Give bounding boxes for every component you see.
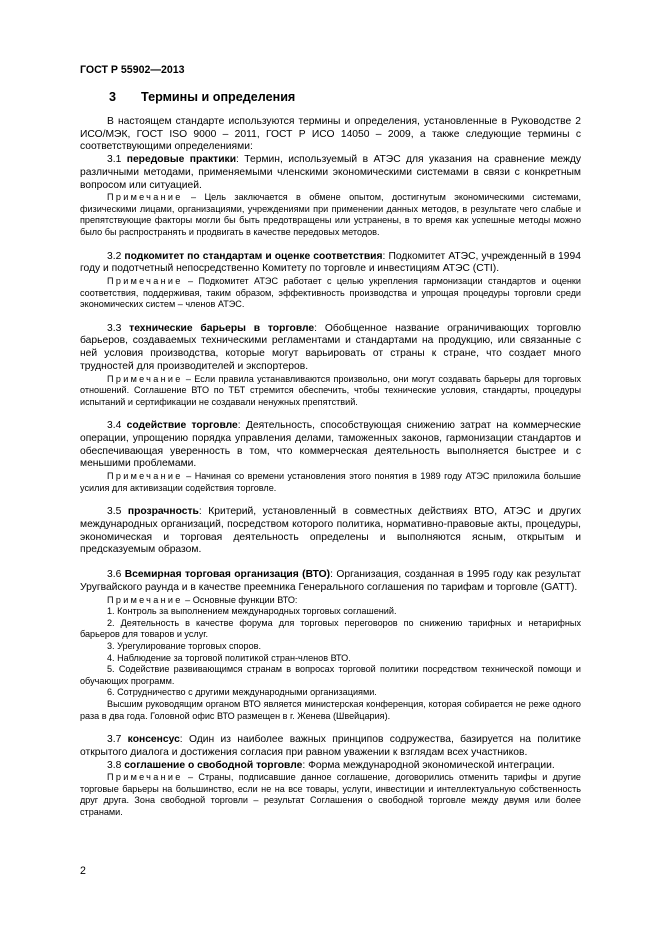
wto-function-item: 1. Контроль за выполнением международных торговых соглашений.: [107, 606, 397, 617]
term-3-7: [80, 734, 581, 759]
term-name: соглашение о свободной торговле: [124, 759, 303, 771]
term-definition: : Подкомитет АТЭС, учрежденный в 1994 году и подотчетный непосредственно Комитету по торговле и инвестициям АТЭС (CTI).: [80, 250, 581, 275]
wto-function-item: 5. Содействие развивающимся странам в вопросах торговой политики посредством технической помощи и обучающих программ.: [80, 664, 581, 686]
term-number: 3.4: [107, 420, 122, 432]
note-label: Примечание: [107, 192, 183, 203]
note-3-3: [80, 374, 581, 409]
wto-function-item: 3. Урегулирование торговых споров.: [107, 640, 262, 651]
note-label: Примечание: [107, 594, 183, 605]
term-number: 3.1: [107, 154, 122, 166]
term-definition: : Организация, созданная в 1995 году как результат Уругвайского раунда и в качестве преемника Генерального соглашения по тарифам и торговле (GATT).: [80, 569, 581, 593]
intro-paragraph: В настоящем стандарте используются термины и определения, установленные в Руководстве 2 ИСО/МЭК, ГОСТ ISO 9000 – 2011, ГОСТ Р ИСО 14050 – 2009, а также следующие термины с соответствующими определениями:: [80, 116, 581, 153]
section-heading: [109, 90, 295, 104]
term-number: 3.5: [107, 506, 122, 518]
page-number: 2: [80, 865, 86, 877]
spacer: [80, 311, 581, 323]
document-body: [80, 116, 581, 819]
note-text: – Начиная со времени установления этого понятия в 1989 году АТЭС приложила большие усилия для активизации содействия торговле.: [80, 471, 581, 493]
note-label: Примечание: [107, 471, 183, 482]
term-3-2: [80, 251, 581, 276]
term-3-1: [80, 154, 581, 192]
term-name: содействие торговле: [126, 420, 238, 432]
note-3-8: [80, 772, 581, 818]
wto-governance-note: Высшим руководящим органом ВТО является министерская конференция, которая собирается не реже одного раза в два года. Головной офис ВТО размещен в г. Женева (Швейцария).: [80, 698, 581, 721]
wto-function-item: 6. Сотрудничество с другими международными организациями.: [107, 687, 377, 698]
term-definition: : Деятельность, способствующая снижению затрат на коммерческие операции, упрощению порядка управления делами, таможенных законов, гармонизации стандартов и обеспечивающая уверенность в том, что коммерческая деятельность выполняется быстрее и с меньшими проблемами.: [80, 420, 581, 470]
note-3-4: [80, 471, 581, 494]
wto-function-item: 4. Наблюдение за торговой политикой стран-членов ВТО.: [107, 652, 351, 663]
term-number: 3.8: [107, 759, 122, 771]
note-3-1: [80, 192, 581, 238]
term-name: подкомитет по стандартам и оценке соответствия: [124, 250, 383, 262]
note-3-2: [80, 276, 581, 311]
note-label: Примечание: [107, 276, 183, 286]
document-code-header: ГОСТ Р 55902—2013: [80, 64, 185, 76]
spacer: [80, 408, 581, 420]
term-name: Всемирная торговая организация (ВТО): [124, 569, 331, 581]
term-name: технические барьеры в торговле: [129, 322, 315, 334]
section-title: Термины и определения: [141, 90, 296, 104]
note-text: – Если правила устанавливаются произвольно, они могут создавать барьеры для торговых отношений. Соглашение ВТО по ТБТ стремится обеспечить, чтобы технические условия, стандарты, процедуры испытаний и сертификации не создавали ненужных препятствий.: [80, 373, 581, 407]
wto-function-item: 2. Деятельность в качестве форума для торговых переговоров по снижению тарифных и нетарифных барьеров для товаров и услуг.: [80, 617, 581, 640]
term-definition: : Форма международной экономической интеграции.: [302, 759, 555, 771]
term-definition: : Обобщенное название ограничивающих торговлю барьеров, создаваемых техническими регламентами и стандартами на продукцию, или связанные с ней условия производства, которые могут варьировать от страны к стране, что создает много трудностей для производителей и экспортеров.: [80, 322, 581, 372]
term-name: прозрачность: [127, 506, 199, 518]
note-3-6: [80, 595, 581, 607]
term-3-3: [80, 323, 581, 374]
spacer: [80, 722, 581, 734]
spacer: [80, 557, 581, 569]
term-3-5: [80, 506, 581, 557]
note-text: – Подкомитет АТЭС работает с целью укрепления гармонизации стандартов и оценки соответствия, поддерживая, таким образом, эффективность производства и упрощая процедуры торговли среди экономических систем – членов АТЭС.: [80, 276, 581, 310]
term-definition: : Один из наиболее важных принципов содружества, базируется на политике открытого диалога и достижения согласия при равном уважении к взглядам всех участников.: [80, 734, 581, 758]
spacer: [80, 494, 581, 506]
term-number: 3.7: [107, 734, 122, 746]
term-number: 3.3: [107, 322, 122, 334]
term-definition: : Термин, используемый в АТЭС для указания на сравнение между различными методами, применяемыми членскими экономическими системами в связи с конкретным вопросом или ситуацией.: [80, 154, 581, 191]
note-label: Примечание: [107, 772, 183, 783]
note-text: – Страны, подписавшие данное соглашение, договорились отменить тарифы и другие торговые барьеры на большинство, если не на все товары, услуги, инвестиции и интеллектуальную собственность друг друга. Зона свободной торговли – результат Соглашения о свободной торговле между двумя или более странами.: [80, 772, 581, 818]
term-name: передовые практики: [126, 154, 237, 166]
note-text: – Цель заключается в обмене опытом, достигнутым экономическими системами, физическими лицами, организациями, учреждениями при применении данных методов, в результате чего слабые и препятствующие факторы могли бы быть предотвращены или устранены, в то время как успешные методы можно было бы распространять и продвигать в качестве передовых методов.: [80, 192, 581, 237]
term-3-6: [80, 569, 581, 594]
note-label: Примечание: [107, 373, 183, 384]
note-text: – Основные функции ВТО:: [182, 594, 298, 605]
term-name: консенсус: [127, 734, 180, 746]
term-number: 3.6: [107, 569, 122, 581]
term-3-8: [80, 760, 581, 773]
term-definition: : Критерий, установленный в совместных действиях ВТО, АТЭС и других международных организаций, посредством которого политика, нормативно-правовые акты, процедуры, экономическая и торговая деятельность определены и выполняются ясным, открытым и предсказуемым образом.: [80, 506, 581, 556]
term-number: 3.2: [107, 250, 122, 262]
spacer: [80, 239, 581, 251]
section-number: 3: [109, 90, 117, 104]
term-3-4: [80, 420, 581, 471]
